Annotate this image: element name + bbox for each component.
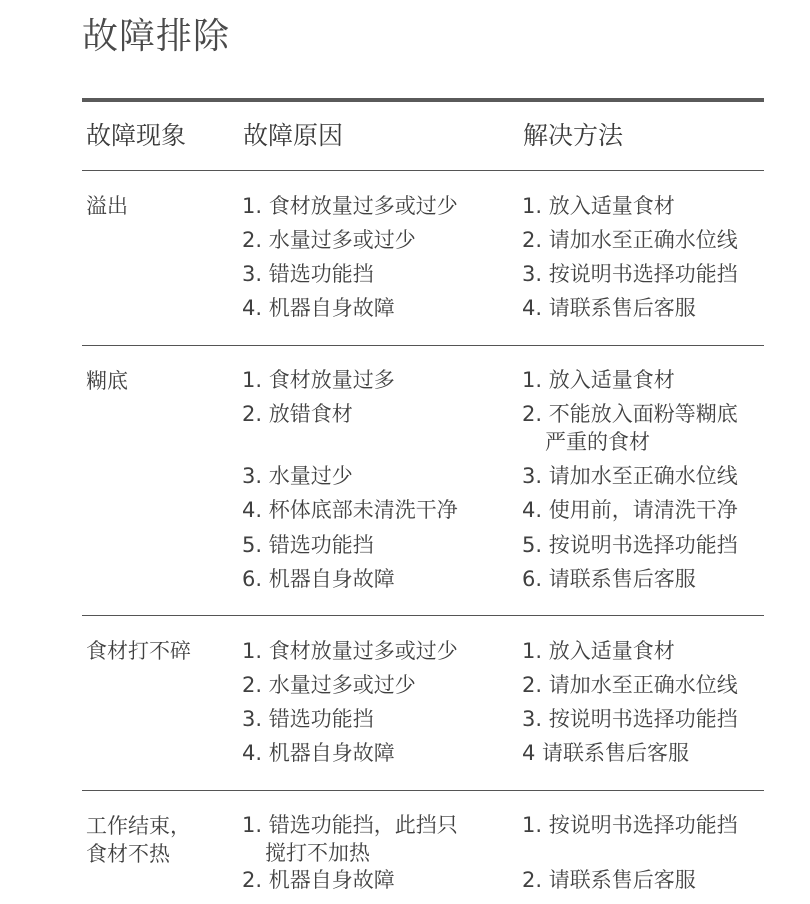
cause-line: 1. 食材放量过多或过少: [242, 194, 458, 218]
header-cause: 故障原因: [243, 121, 344, 150]
solution-line: 2. 请加水至正确水位线: [522, 228, 738, 252]
page-title: 故障排除: [82, 16, 231, 57]
solution-line: 1. 按说明书选择功能挡: [522, 813, 738, 837]
solution-line: 1. 放入适量食材: [522, 368, 675, 392]
cause-line: 2. 水量过多或过少: [242, 228, 416, 252]
symptom-cell: 糊底: [86, 369, 128, 393]
solution-line-cont: 严重的食材: [545, 430, 650, 454]
header-solution: 解决方法: [523, 121, 624, 150]
row-divider: [82, 615, 764, 616]
cause-line: 3. 错选功能挡: [242, 262, 374, 286]
cause-line: 3. 错选功能挡: [242, 707, 374, 731]
cause-line: 3. 水量过少: [242, 464, 353, 488]
solution-line: 1. 放入适量食材: [522, 639, 675, 663]
symptom-cell: 食材打不碎: [86, 639, 191, 663]
row-divider: [82, 790, 764, 791]
solution-line: 2. 请联系售后客服: [522, 868, 696, 892]
row-divider: [82, 345, 764, 346]
solution-line: 4. 请联系售后客服: [522, 296, 696, 320]
cause-line: 2. 水量过多或过少: [242, 673, 416, 697]
cause-line: 1. 食材放量过多或过少: [242, 639, 458, 663]
solution-line: 3. 按说明书选择功能挡: [522, 262, 738, 286]
solution-line: 3. 按说明书选择功能挡: [522, 707, 738, 731]
solution-line: 4. 使用前，请清洗干净: [522, 498, 738, 522]
cause-line-cont: 搅打不加热: [265, 841, 370, 865]
cause-line: 4. 机器自身故障: [242, 296, 395, 320]
solution-line: 4 请联系售后客服: [522, 741, 690, 765]
symptom-line: 食材不热: [86, 842, 170, 866]
cause-line: 6. 机器自身故障: [242, 567, 395, 591]
solution-line: 3. 请加水至正确水位线: [522, 464, 738, 488]
solution-line: 6. 请联系售后客服: [522, 567, 696, 591]
header-divider: [82, 170, 764, 171]
header-symptom: 故障现象: [86, 121, 187, 150]
cause-line: 4. 机器自身故障: [242, 741, 395, 765]
solution-line: 5. 按说明书选择功能挡: [522, 533, 738, 557]
cause-line: 2. 放错食材: [242, 402, 353, 426]
solution-line: 2. 不能放入面粉等糊底: [522, 402, 738, 426]
symptom-cell: 溢出: [86, 194, 128, 218]
solution-line: 2. 请加水至正确水位线: [522, 673, 738, 697]
cause-line: 1. 食材放量过多: [242, 368, 395, 392]
cause-line: 1. 错选功能挡，此挡只: [242, 813, 458, 837]
solution-line: 1. 放入适量食材: [522, 194, 675, 218]
cause-line: 4. 杯体底部未清洗干净: [242, 498, 458, 522]
cause-line: 5. 错选功能挡: [242, 533, 374, 557]
cause-line: 2. 机器自身故障: [242, 868, 395, 892]
table-header: [82, 116, 764, 156]
symptom-line: 工作结束，: [86, 814, 191, 838]
top-divider: [82, 98, 764, 102]
